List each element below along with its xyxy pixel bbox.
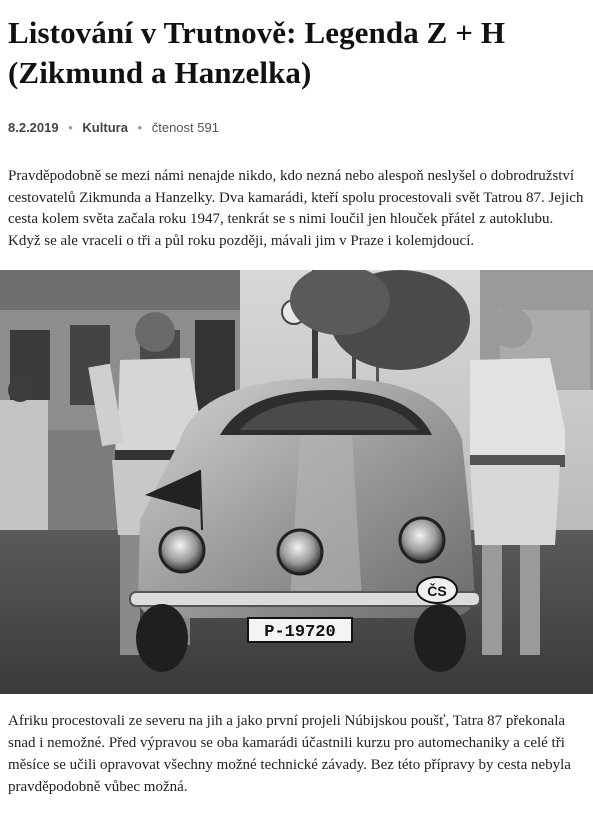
article-photo [0,270,593,694]
license-plate-text: P-19720 [264,623,336,642]
meta-separator: • [137,120,143,135]
article-title: Listování v Trutnově: Legenda Z + H (Zikmund a Hanzelka) [8,15,506,90]
article-body-paragraph: Afriku procestovali ze severu na jih a jako první projeli Núbijskou poušť, Tatra 87 překonala snad i nemožné. Před výpravou se oba kamarádi účastnili kurzu pro automechaniky a celé tři měsíce se učili opravovat všechny možné technické závady. Bez této přípravy by cesta nebyla pravděpodobně vůbec možná. [8,713,571,795]
article-date: 8.2.2019 [8,120,59,135]
article-meta [0,93,593,137]
country-badge-text: ČS [427,583,447,599]
meta-separator: • [68,120,73,135]
article-read-count: čtenost 591 [151,120,219,135]
article-category[interactable]: Kultura [82,120,128,135]
article-lead: Pravděpodobně se mezi námi nenajde nikdo, kdo nezná nebo alespoň neslyšel o dobrodružství cestovatelů Zikmunda a Hanzelky. Dva kamarádi, kteří spolu procestovali svět Tatrou 87. Jejich cesta kolem světa začala roku 1947, tenkrát se s nimi loučil jen hlouček přátel z autoklubu. Když se ale vraceli o tři a půl roku později, mávali jim v Praze i kolemjdoucí. [8,168,584,249]
photo-illustration [0,270,593,694]
